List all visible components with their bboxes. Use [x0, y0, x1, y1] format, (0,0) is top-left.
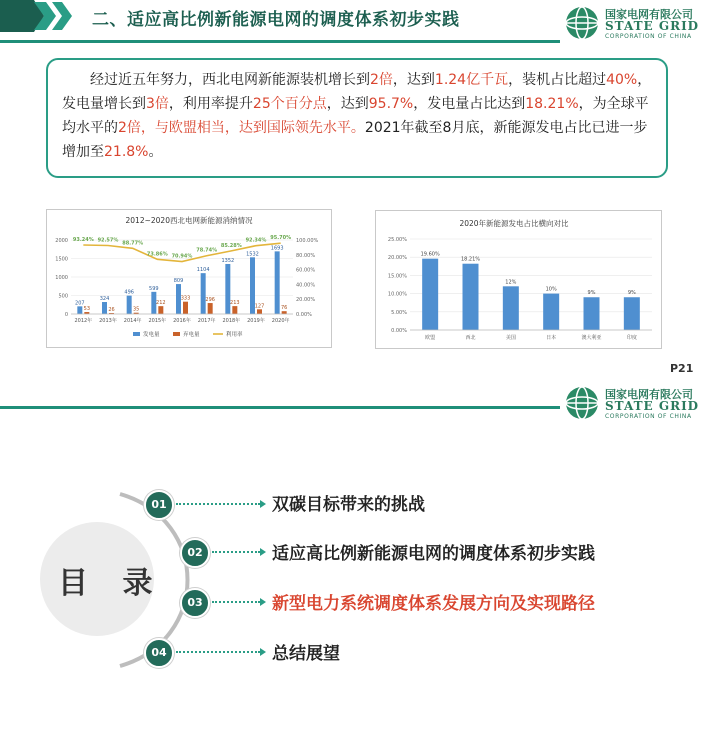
bar-generation-label: 1104	[196, 267, 210, 274]
legend-swatch-curtailment	[173, 332, 180, 336]
legend-label-generation: 发电量	[143, 332, 160, 338]
body-text: ，为全球平均水平的	[62, 96, 649, 136]
y-tick-label: 0.00%	[391, 328, 407, 334]
logo-sub-text: CORPORATION OF CHINA	[605, 33, 692, 40]
share-comparison-chart-svg	[376, 211, 661, 348]
body-text: ，装机占比超过	[508, 72, 607, 88]
utilization-label: 73.86%	[146, 251, 168, 258]
chevron-decoration-icon	[0, 0, 80, 32]
logo-sub-text: CORPORATION OF CHINA	[605, 413, 692, 420]
bar-generation	[102, 302, 107, 314]
bar-curtailment	[232, 306, 237, 314]
x-tick-label: 2020年	[271, 318, 290, 324]
agenda-heading: 目 录	[58, 566, 165, 601]
y2-tick-label: 0.00%	[296, 312, 312, 318]
logo-cn-text: 国家电网有限公司	[605, 388, 693, 401]
bar-curtailment	[257, 309, 262, 314]
bar	[422, 259, 438, 330]
globe-icon	[564, 385, 600, 421]
bar-generation-label: 599	[149, 285, 159, 292]
logo-en-text: STATE GRID	[605, 19, 700, 33]
utilization-label: 92.57%	[97, 237, 119, 244]
bar	[624, 297, 640, 330]
body-text: ，发电量增长到	[62, 72, 652, 112]
bar-curtailment-label: 35	[132, 306, 140, 313]
section-title: 二、适应高比例新能源电网的调度体系初步实践	[92, 10, 460, 30]
arrow-right-icon	[260, 598, 266, 606]
x-tick-label: 欧盟	[425, 335, 436, 341]
x-tick-label: 2017年	[197, 318, 216, 324]
utilization-label: 88.77%	[122, 240, 144, 247]
x-tick-label: 2012年	[74, 318, 93, 324]
x-tick-label: 美国	[505, 335, 516, 341]
agenda-item-01[interactable]: 双碳目标带来的挑战	[272, 495, 425, 515]
body-text: ，达到	[326, 96, 369, 112]
highlight-text: 1.24亿千瓦	[434, 72, 509, 88]
bar-curtailment-label: 296	[205, 297, 215, 304]
bar-curtailment-label: 212	[156, 300, 166, 307]
bar-value-label: 9%	[587, 290, 596, 297]
agenda-num-02: 02	[180, 538, 210, 568]
legend-swatch-generation	[133, 332, 140, 336]
bar-value-label: 18.21%	[460, 256, 481, 263]
bar-generation	[201, 273, 206, 314]
bar	[503, 286, 519, 330]
state-grid-logo	[560, 2, 717, 46]
utilization-label: 95.70%	[270, 235, 292, 242]
agenda-connector	[176, 651, 260, 653]
body-text: ，利用率提升	[168, 96, 253, 112]
bar-curtailment-label: 26	[108, 307, 115, 314]
bar-value-label: 12%	[505, 279, 517, 286]
arrow-right-icon	[260, 648, 266, 656]
agenda-connector	[212, 551, 260, 553]
y-tick-label: 5.00%	[391, 309, 407, 316]
bar-generation-label: 324	[99, 296, 110, 303]
arrow-right-icon	[260, 548, 266, 556]
bar-curtailment	[183, 302, 188, 314]
y-tick-label: 2000	[55, 238, 68, 244]
x-tick-label: 西北	[465, 335, 476, 341]
highlight-text: ，与欧盟相当，达到国际领先水平。	[140, 120, 365, 136]
agenda-num-04: 04	[144, 638, 174, 668]
consumption-chart-svg	[47, 210, 331, 347]
legend-label-utilization: 利用率	[226, 332, 243, 338]
y-tick-label: 1500	[55, 256, 68, 263]
body-text: 经过近五年努力，西北电网新能源装机增长到	[90, 72, 370, 88]
x-tick-label: 2013年	[99, 318, 117, 324]
agenda-connector	[212, 601, 260, 603]
page-number: P21	[670, 362, 694, 375]
agenda-num-01: 01	[144, 490, 174, 520]
bar-generation-label: 496	[124, 289, 134, 296]
y-tick-label: 20.00%	[387, 255, 407, 262]
share-comparison-chart	[375, 210, 662, 349]
y2-tick-label: 20.00%	[296, 297, 316, 304]
bar-value-label: 19.60%	[420, 251, 440, 258]
utilization-label: 85.28%	[220, 242, 242, 249]
highlight-text: 95.7%	[368, 96, 414, 112]
bar-generation-label: 1693	[270, 245, 284, 252]
x-tick-label: 2016年	[173, 318, 191, 324]
bar	[543, 294, 559, 330]
highlight-text: 25个百分点	[252, 96, 327, 112]
bar-generation	[77, 306, 82, 314]
agenda-item-02[interactable]: 适应高比例新能源电网的调度体系初步实践	[272, 544, 595, 564]
bar-curtailment-label: 213	[230, 300, 240, 307]
header-rule	[0, 40, 560, 43]
bar-curtailment	[282, 311, 287, 314]
bar-curtailment-label: 53	[83, 306, 91, 313]
summary-box	[46, 58, 668, 178]
y-tick-label: 15.00%	[387, 273, 407, 280]
highlight-text: 21.8%	[104, 144, 149, 160]
highlight-text: 2倍	[118, 120, 141, 136]
y2-tick-label: 40.00%	[296, 282, 316, 289]
logo-en-text: STATE GRID	[605, 399, 700, 413]
bar-curtailment-label: 76	[280, 305, 288, 312]
bar-generation-label: 1352	[221, 257, 235, 264]
bar-curtailment	[158, 306, 163, 314]
y-tick-label: 500	[58, 293, 68, 300]
agenda-connector	[176, 503, 260, 505]
logo-cn-text: 国家电网有限公司	[605, 8, 693, 21]
x-tick-label: 印度	[626, 335, 637, 341]
bar	[584, 297, 600, 330]
y2-tick-label: 100.00%	[296, 238, 319, 244]
y-tick-label: 0	[64, 312, 68, 318]
bar-value-label: 9%	[627, 290, 636, 297]
y-tick-label: 25.00%	[387, 237, 407, 243]
utilization-label: 78.74%	[196, 247, 218, 254]
bar	[463, 264, 479, 330]
bar-curtailment-label: 333	[180, 295, 191, 302]
bar-generation-label: 1532	[246, 251, 259, 258]
highlight-text: 3倍	[146, 96, 169, 112]
chart-title: 2020年新能源发电占比横向对比	[459, 219, 569, 228]
y-tick-label: 1000	[55, 275, 68, 281]
y2-tick-label: 80.00%	[296, 252, 316, 259]
bar-curtailment	[208, 303, 213, 314]
bar-generation-label: 809	[173, 278, 184, 285]
y2-tick-label: 60.00%	[296, 267, 316, 274]
state-grid-logo-2	[560, 382, 717, 426]
legend-label-curtailment: 弃电量	[183, 332, 200, 338]
consumption-chart	[46, 209, 332, 348]
bar-generation	[127, 296, 132, 314]
utilization-label: 92.34%	[245, 237, 267, 244]
highlight-text: 2倍	[370, 72, 393, 88]
x-tick-label: 2019年	[247, 318, 265, 324]
bar-value-label: 10%	[545, 286, 557, 293]
x-tick-label: 澳大利亚	[581, 335, 602, 341]
x-tick-label: 2018年	[222, 318, 241, 324]
arrow-right-icon	[260, 500, 266, 508]
y-tick-label: 10.00%	[387, 291, 407, 298]
summary-paragraph	[62, 68, 652, 164]
agenda-item-04[interactable]: 总结展望	[272, 644, 340, 664]
globe-icon	[564, 5, 600, 41]
highlight-text: 40%	[606, 72, 638, 88]
bar-generation	[225, 264, 230, 314]
bar-curtailment-label: 127	[254, 303, 265, 310]
agenda-item-03[interactable]: 新型电力系统调度体系发展方向及实现路径	[272, 594, 595, 614]
x-tick-label: 2014年	[123, 318, 142, 324]
body-text: ，发电量占比达到	[413, 96, 526, 112]
x-tick-label: 日本	[546, 335, 557, 341]
x-tick-label: 2015年	[148, 318, 167, 324]
body-text: ，达到	[392, 72, 435, 88]
body-text: 。	[148, 144, 163, 160]
agenda-num-03: 03	[180, 588, 210, 618]
chart-title: 2012~2020西北电网新能源消纳情况	[125, 216, 253, 225]
bar-generation	[275, 251, 280, 314]
slide2-header-rule	[0, 406, 560, 409]
bar-generation-label: 207	[75, 300, 85, 307]
utilization-label: 93.24%	[72, 237, 94, 244]
highlight-text: 18.21%	[525, 96, 579, 112]
utilization-label: 70.94%	[171, 253, 193, 260]
body-text: 2021年截至8月底，新能源发电占比已进一步增加至	[62, 120, 648, 160]
